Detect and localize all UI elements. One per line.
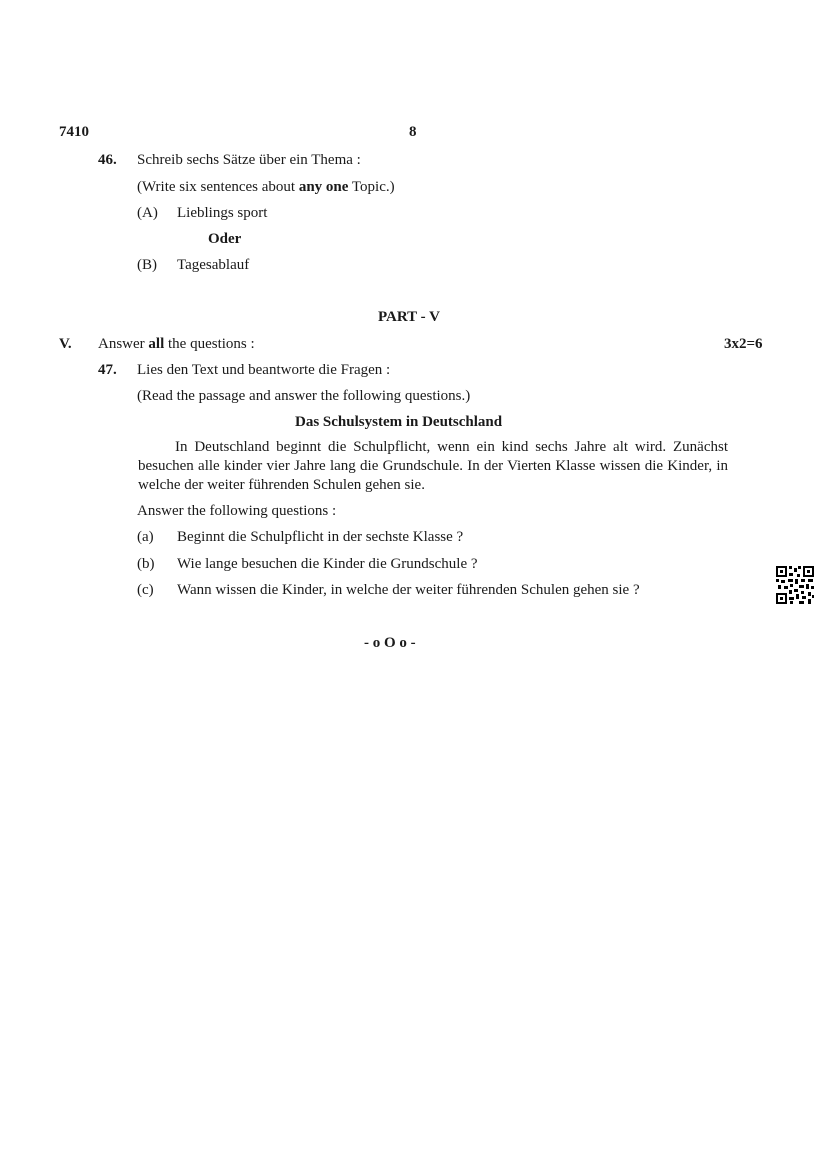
marks-allocation: 3x2=6 (724, 336, 763, 352)
page-number: 8 (409, 124, 417, 140)
passage-paragraph: In Deutschland beginnt die Schulpflicht, wenn ein kind sechs Jahre alt wird. Zunächst besuchen alle kinder vier Jahre lang die Grundschule. In der Vierten Klasse wissen die Kinder, in welche der weiter führenden Schulen gehen sie. (138, 439, 728, 493)
translation-text: Topic.) (348, 179, 395, 195)
question-46-prompt: Schreib sechs Sätze über ein Thema : (137, 152, 361, 168)
option-a-text: Lieblings sport (177, 205, 268, 221)
paper-code: 7410 (59, 124, 89, 140)
section-instruction (98, 335, 255, 353)
section-number: V. (59, 336, 72, 352)
translation-text: (Write six sentences about (137, 179, 299, 195)
end-of-paper-mark: - o O o - (364, 635, 416, 651)
sub-question-a-label: (a) (137, 529, 154, 545)
instruction-emphasis: all (148, 336, 165, 352)
instruction-text: Answer (98, 336, 149, 352)
question-46-translation (137, 178, 395, 196)
instruction-text: the questions : (164, 336, 255, 352)
question-47-prompt: Lies den Text und beantworte die Fragen : (137, 362, 391, 378)
passage-title: Das Schulsystem in Deutschland (295, 414, 503, 430)
sub-question-b-label: (b) (137, 556, 155, 572)
question-46-number: 46. (98, 152, 117, 168)
qr-code-icon (775, 565, 815, 605)
question-47-number: 47. (98, 362, 117, 378)
translation-emphasis: any one (298, 179, 349, 195)
option-b-label: (B) (137, 257, 157, 273)
question-47-translation: (Read the passage and answer the following questions.) (137, 388, 471, 404)
questions-heading: Answer the following questions : (137, 503, 337, 519)
option-a-label: (A) (137, 205, 158, 221)
passage-body (138, 438, 728, 495)
sub-question-a-text: Beginnt die Schulpflicht in der sechste Klasse ? (177, 529, 464, 545)
option-separator: Oder (208, 231, 242, 247)
option-b-text: Tagesablauf (177, 257, 250, 273)
sub-question-b-text: Wie lange besuchen die Kinder die Grundschule ? (177, 556, 478, 572)
part-title: PART - V (378, 309, 440, 325)
sub-question-c-text: Wann wissen die Kinder, in welche der weiter führenden Schulen gehen sie ? (177, 582, 640, 598)
sub-question-c-label: (c) (137, 582, 154, 598)
